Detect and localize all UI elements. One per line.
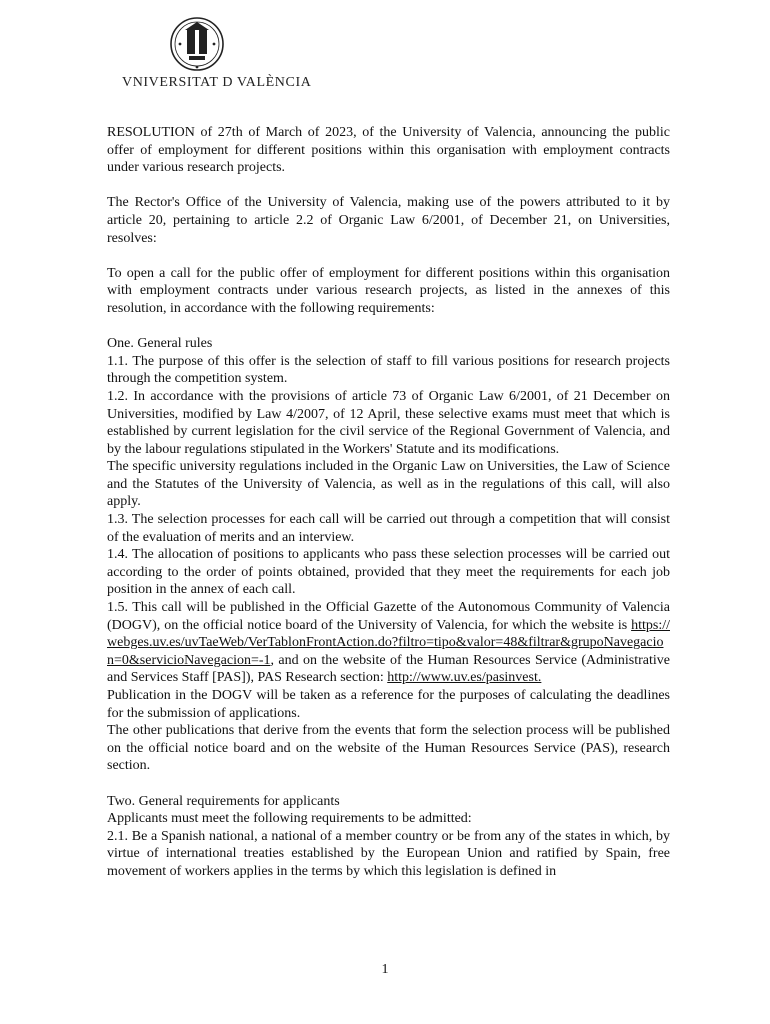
rule-1-2-regulations: The specific university regulations included in the Organic Law on Universities, the Law of Science and the Statutes of the University of Valencia, as well as in the regulations of this call, will also apply. bbox=[107, 459, 670, 510]
institution-name: VNIVERSITAT D VALÈNCIA bbox=[122, 75, 312, 90]
requirements-intro: Applicants must meet the following requirements to be admitted: bbox=[107, 811, 472, 827]
rule-1-5-text-mid: , and on the website of the Human Resources Service (Administrative and Services Staff [PAS]), PAS Research section: bbox=[107, 652, 670, 686]
rule-1-5-dogv: Publication in the DOGV will be taken as a reference for the purposes of calculating the deadlines for the submission of applications. bbox=[107, 688, 670, 721]
rule-1-4: 1.4. The allocation of positions to applicants who pass these selection processes will be carried out according to the order of points obtained, provided that they meet the requirements for each job position in the annex of each call. bbox=[107, 547, 670, 598]
document-body bbox=[107, 124, 670, 881]
open-call-paragraph: To open a call for the public offer of employment for different positions within this organisation with employment contracts under various research projects, as listed in the annexes of this resolution, in accordance with the following requirements: bbox=[107, 265, 670, 316]
section-two-heading: Two. General requirements for applicants bbox=[107, 793, 340, 809]
university-logo bbox=[122, 14, 312, 96]
rule-1-5-publications: The other publications that derive from the events that form the selection process will be published on the official notice board and on the website of the Human Resources Service (PAS), research section. bbox=[107, 723, 670, 774]
rule-1-1: 1.1. The purpose of this offer is the selection of staff to fill various positions for research projects through the competition system. bbox=[107, 353, 670, 387]
resolution-title: RESOLUTION of 27th of March of 2023, of the University of Valencia, announcing the public offer of employment for different positions within this organisation with employment contracts under various research projects. bbox=[107, 125, 670, 176]
rule-2-1: 2.1. Be a Spanish national, a national of a member country or be from any of the states in which, by virtue of international treaties established by the European Union and ratified by Spain, free movement of workers applies in the terms by which this legislation is defined in bbox=[107, 828, 670, 879]
rule-1-3: 1.3. The selection processes for each call will be carried out through a competition that will consist of the evaluation of merits and an interview. bbox=[107, 512, 670, 545]
rector-paragraph: The Rector's Office of the University of Valencia, making use of the powers attributed to it by article 20, pertaining to article 2.2 of Organic Law 6/2001, of December 21, on Universities, resolves: bbox=[107, 195, 670, 246]
page-number: 1 bbox=[381, 962, 389, 977]
rule-1-5-text: 1.5. This call will be published in the Official Gazette of the Autonomous Community of Valencia (DOGV), on the official notice board of the University of Valencia, for which the website is bbox=[107, 600, 670, 633]
rule-1-5 bbox=[107, 599, 670, 687]
rule-1-2: 1.2. In accordance with the provisions of article 73 of Organic Law 6/2001, of 21 December on Universities, modified by Law 4/2007, of 12 April, these selective exams must meet that which is established by current legislation for the civil service of the Regional Government of Valencia, and by the labour regulations stipulated in the Workers' Statute and its modifications. bbox=[107, 388, 670, 457]
notice-board-link[interactable]: https://webges.uv.es/uvTaeWeb/VerTablonFrontAction.do?filtro=tipo&valor=48&filtrar&grupoNavegacion=0&servicioNavegacion=-1 bbox=[107, 617, 670, 668]
university-seal-icon bbox=[168, 14, 226, 74]
section-one-heading: One. General rules bbox=[107, 336, 213, 352]
pas-research-link[interactable]: http://www.uv.es/pasinvest. bbox=[387, 670, 542, 686]
